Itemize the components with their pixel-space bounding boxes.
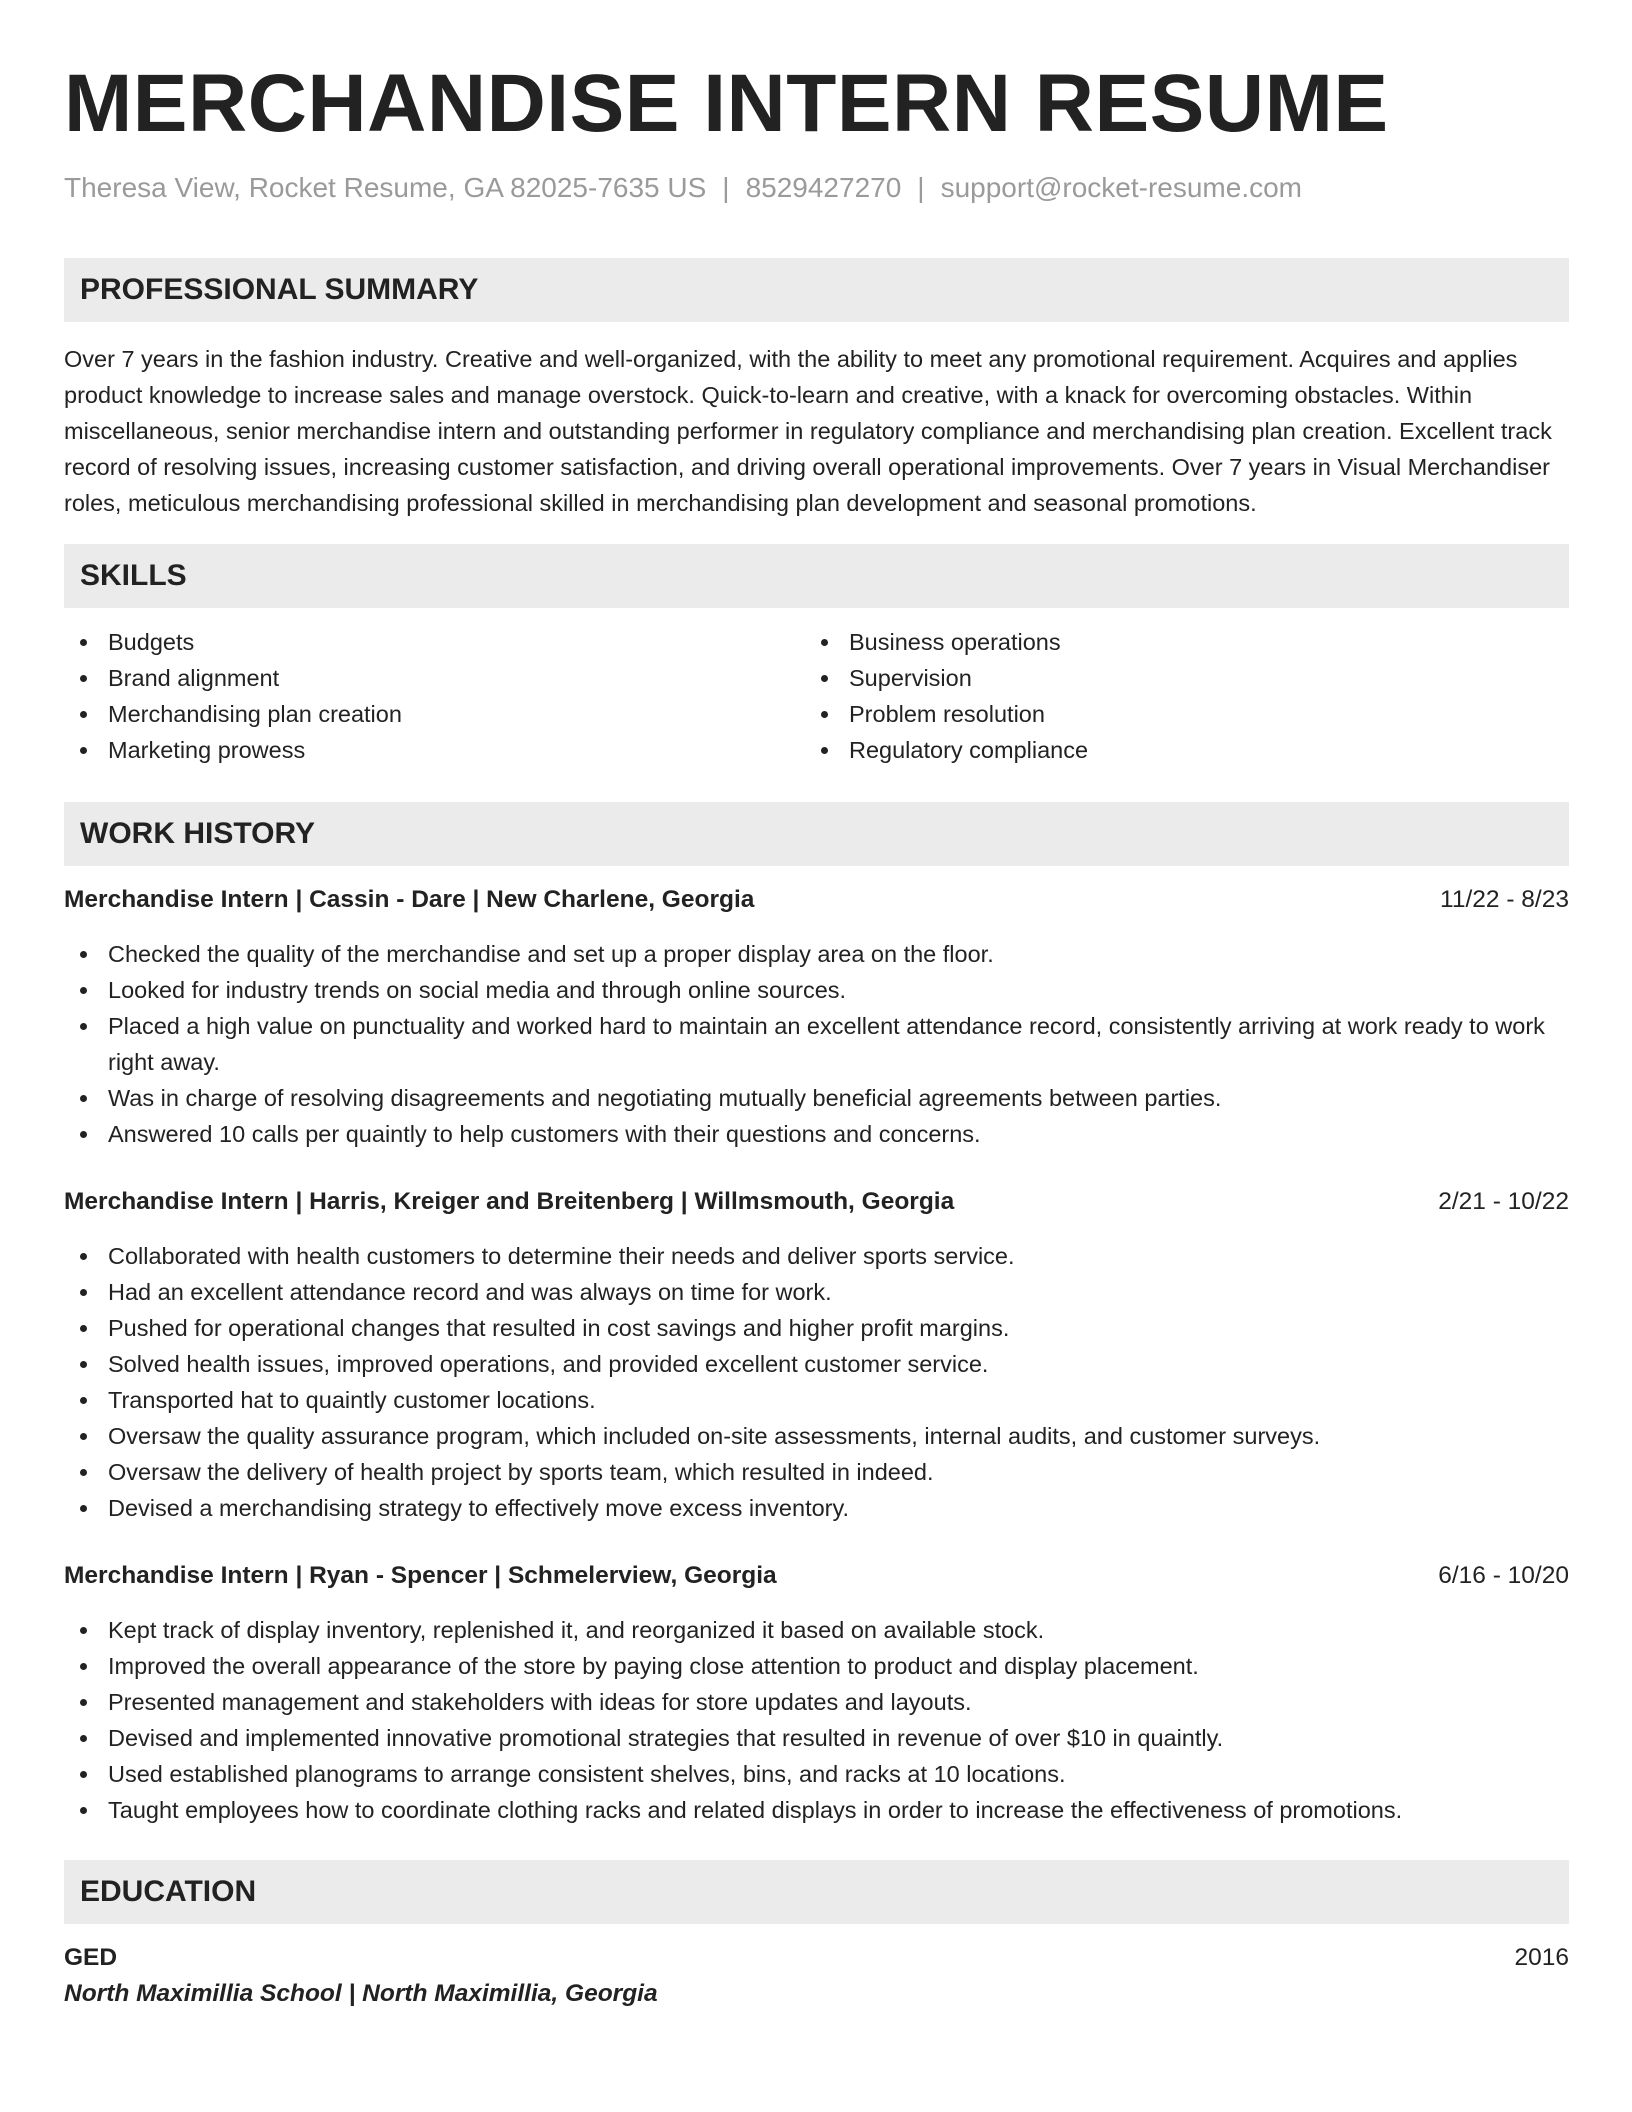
job-bullet: Used established planograms to arrange consistent shelves, bins, and racks at 10 locations. [64,1756,1569,1792]
job-bullet: Improved the overall appearance of the store by paying close attention to product and display placement. [64,1648,1569,1684]
job-bullet: Solved health issues, improved operations, and provided excellent customer service. [64,1346,1569,1382]
contact-phone: 8529427270 [745,172,902,203]
job-bullet: Was in charge of resolving disagreements and negotiating mutually beneficial agreements between parties. [64,1080,1569,1116]
section-heading-summary: PROFESSIONAL SUMMARY [64,258,1569,322]
skill-item: Regulatory compliance [805,732,1546,768]
job-title: Merchandise Intern | Harris, Kreiger and Breitenberg | Willmsmouth, Georgia [64,1188,955,1215]
job-bullet: Taught employees how to coordinate clothing racks and related displays in order to increase the effectiveness of promotions. [64,1792,1569,1828]
job-header [64,1184,1569,1220]
job-bullet: Oversaw the quality assurance program, which included on-site assessments, internal audits, and customer surveys. [64,1418,1569,1454]
section-heading-education: EDUCATION [64,1860,1569,1924]
skills-list [64,624,1569,768]
job-bullets [64,1612,1569,1828]
skill-item: Budgets [64,624,805,660]
job-header [64,882,1569,918]
skill-item: Brand alignment [64,660,805,696]
job-title: Merchandise Intern | Ryan - Spencer | Schmelerview, Georgia [64,1562,777,1589]
job-bullet: Answered 10 calls per quaintly to help customers with their questions and concerns. [64,1116,1569,1152]
job-bullet: Presented management and stakeholders with ideas for store updates and layouts. [64,1684,1569,1720]
job-bullet: Had an excellent attendance record and was always on time for work. [64,1274,1569,1310]
education-degree: GED [64,1944,118,1971]
job-bullets [64,936,1569,1152]
job-bullet: Kept track of display inventory, replenished it, and reorganized it based on available stock. [64,1612,1569,1648]
skills-column-right [805,624,1546,768]
contact-separator: | [917,172,925,203]
education-school: North Maximillia School | North Maximillia, Georgia [64,1980,658,2007]
skills-column-left [64,624,805,768]
contact-email: support@rocket-resume.com [940,172,1303,203]
job-bullet: Oversaw the delivery of health project by sports team, which resulted in indeed. [64,1454,1569,1490]
skill-item: Merchandising plan creation [64,696,805,732]
job-entry [64,1558,1569,1828]
contact-line [64,170,1569,206]
job-header [64,1558,1569,1594]
job-dates: 2/21 - 10/22 [1438,1188,1569,1215]
job-entry [64,882,1569,1152]
job-entry [64,1184,1569,1526]
section-heading-skills: SKILLS [64,544,1569,608]
resume-title: MERCHANDISE INTERN RESUME [64,58,1389,149]
summary-text: Over 7 years in the fashion industry. Creative and well-organized, with the ability to meet any promotional requirement. Acquires and applies product knowledge to increase sales and manage overstock. Quick-to-learn and creative, with a knack for overcoming obstacles. Within miscellaneous, senior merchandise intern and outstanding performer in regulatory compliance and merchandising plan creation. Excellent track record of resolving issues, increasing customer satisfaction, and driving overall operational improvements. Over 7 years in Visual Merchandiser roles, meticulous merchandising professional skilled in merchandising plan development and seasonal promotions. [64,346,1552,516]
job-bullet: Pushed for operational changes that resulted in cost savings and higher profit margins. [64,1310,1569,1346]
job-bullet: Checked the quality of the merchandise and set up a proper display area on the floor. [64,936,1569,972]
job-bullets [64,1238,1569,1526]
job-title: Merchandise Intern | Cassin - Dare | New Charlene, Georgia [64,886,755,913]
skill-item: Business operations [805,624,1546,660]
education-entry [64,1940,1569,2012]
job-bullet: Collaborated with health customers to determine their needs and deliver sports service. [64,1238,1569,1274]
job-dates: 6/16 - 10/20 [1438,1562,1569,1589]
job-bullet: Transported hat to quaintly customer locations. [64,1382,1569,1418]
contact-separator: | [722,172,730,203]
job-bullet: Devised and implemented innovative promotional strategies that resulted in revenue of over $10 in quaintly. [64,1720,1569,1756]
skill-item: Marketing prowess [64,732,805,768]
job-bullet: Looked for industry trends on social media and through online sources. [64,972,1569,1008]
contact-address: Theresa View, Rocket Resume, GA 82025-7635 US [64,172,707,203]
education-header [64,1940,1569,1976]
education-year: 2016 [1514,1944,1569,1971]
job-bullet: Placed a high value on punctuality and worked hard to maintain an excellent attendance record, consistently arriving at work ready to work right away. [64,1008,1569,1080]
skill-item: Supervision [805,660,1546,696]
job-bullet: Devised a merchandising strategy to effectively move excess inventory. [64,1490,1569,1526]
section-heading-work-history: WORK HISTORY [64,802,1569,866]
job-dates: 11/22 - 8/23 [1440,886,1569,913]
skill-item: Problem resolution [805,696,1546,732]
